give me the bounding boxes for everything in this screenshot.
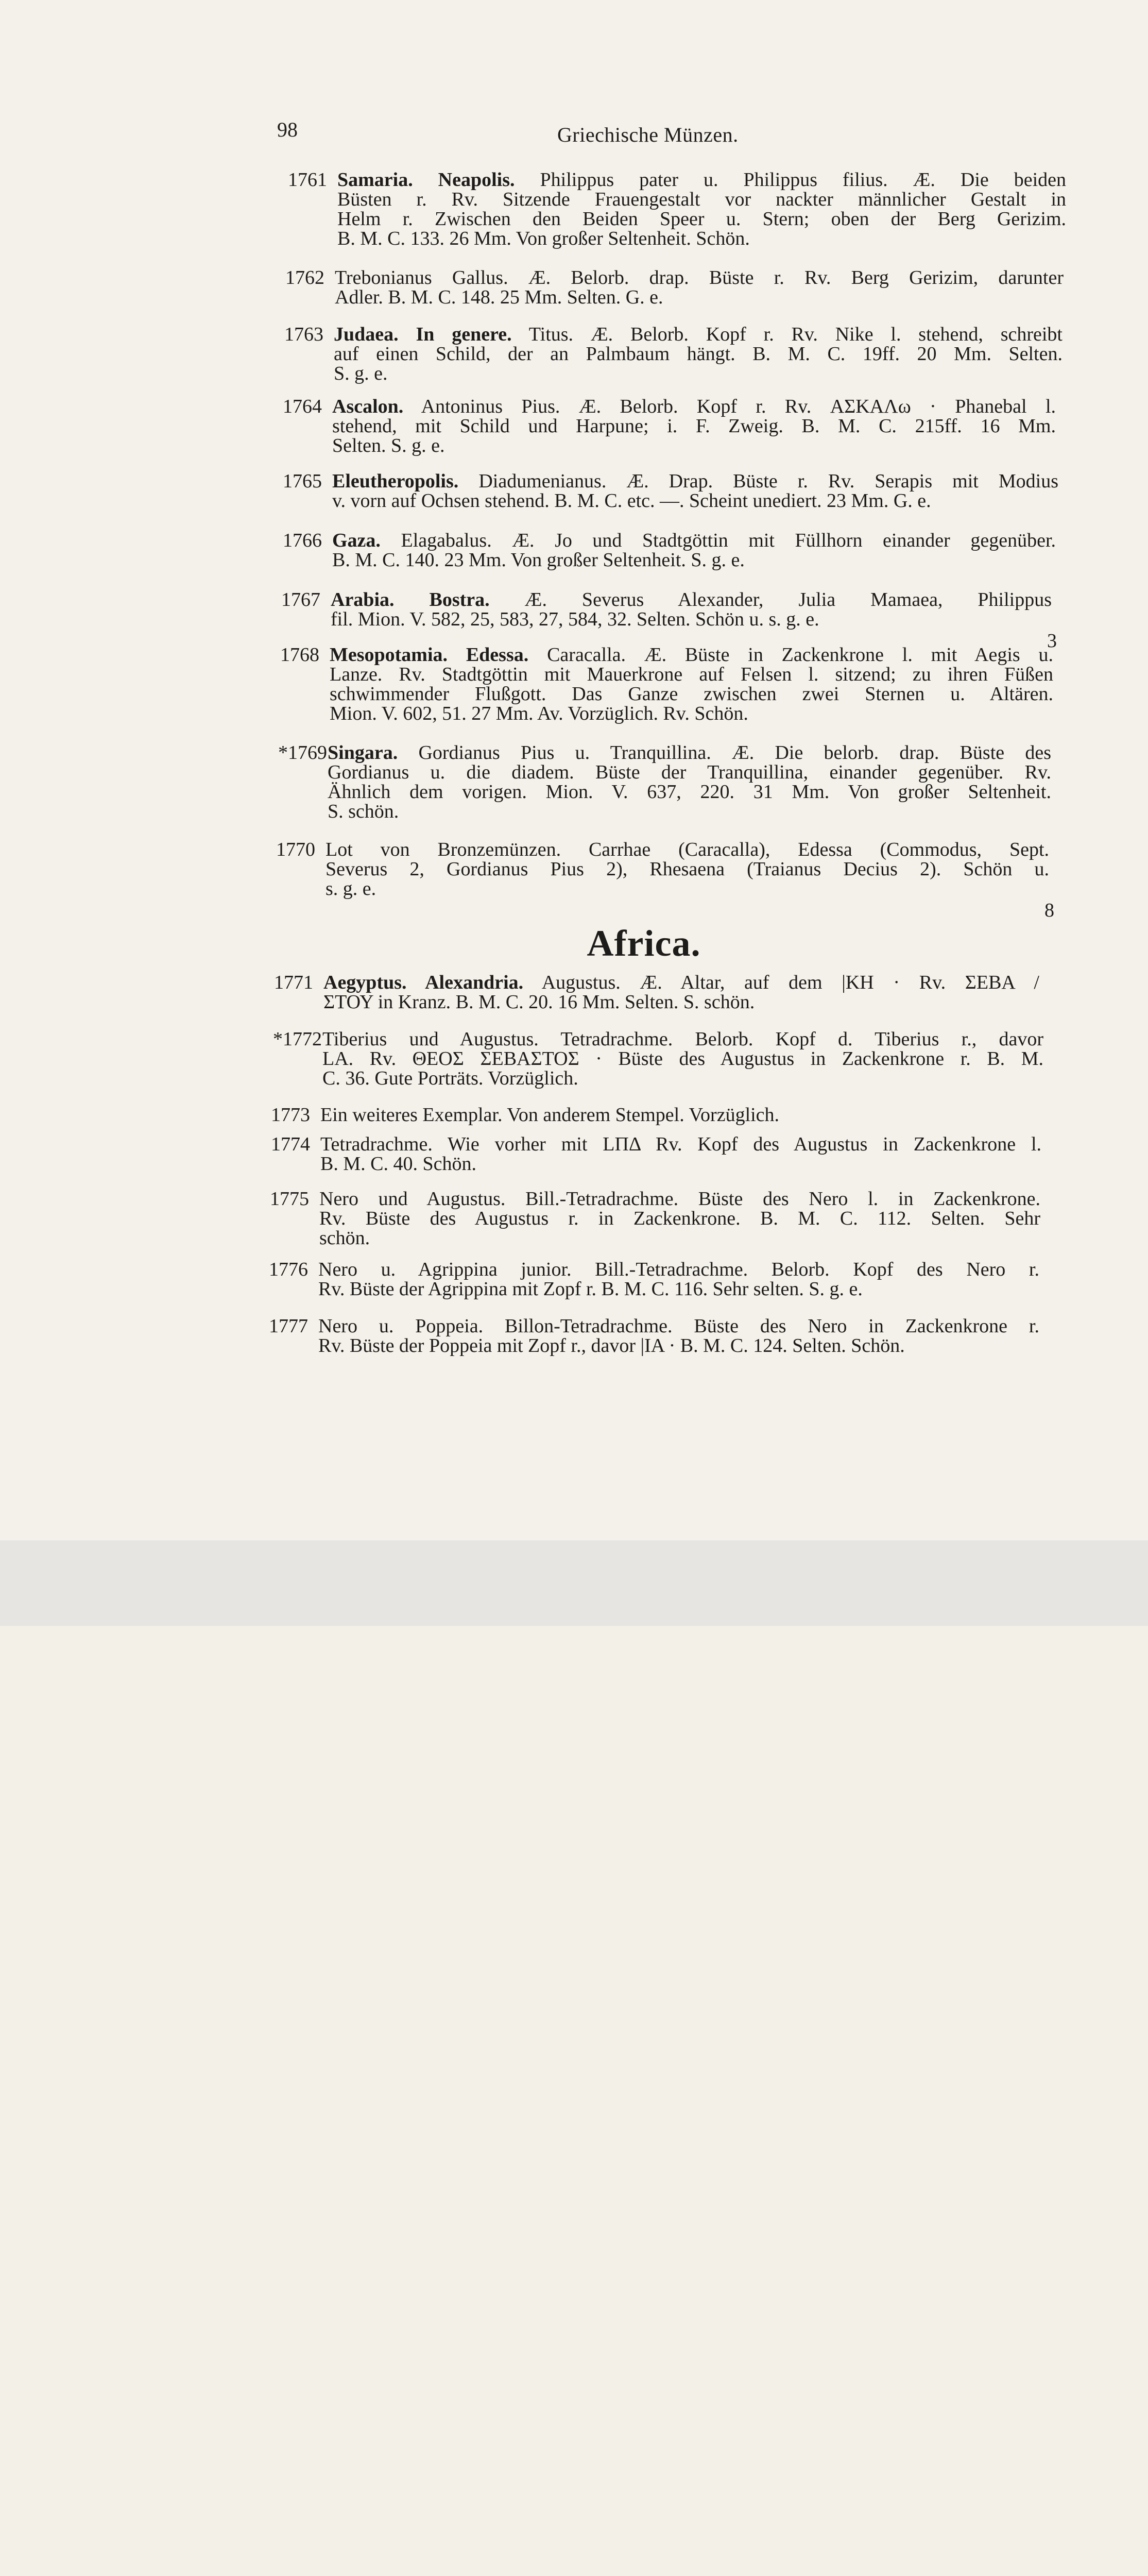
catalogue-entry (270, 1188, 1040, 1249)
entry-line (328, 802, 1051, 821)
entry-text: LA. Rv. ΘΕΟΣ ΣΕΒΑΣΤΟΣ · Büste des Augustus in Zackenkrone r. B. M. (322, 1048, 1043, 1070)
entry-line (332, 471, 1058, 491)
entry-number: 1775 (270, 1188, 309, 1210)
entry-text: S. g. e. (334, 363, 388, 384)
entry-line (328, 743, 1051, 762)
entry-heading: Samaria. Neapolis. (337, 169, 515, 191)
entry-line (328, 782, 1051, 802)
entry-text: Lanze. Rv. Stadtgöttin mit Mauerkrone auf Felsen l. sitzend; zu ihren Füßen (330, 664, 1053, 685)
entry-number: 1774 (271, 1133, 310, 1155)
catalogue-entry (285, 267, 1064, 308)
entry-number: 1765 (283, 470, 322, 492)
entry-text: Tetradrachme. Wie vorher mit LΠΔ Rv. Kopf des Augustus in Zackenkrone l. (320, 1133, 1041, 1155)
catalogue-entry (283, 530, 1056, 571)
entry-number: 1766 (283, 530, 322, 551)
entry-text: ΣΤΟΥ in Kranz. B. M. C. 20. 16 Mm. Selten. S. schön. (323, 991, 755, 1013)
entry-text: Caracalla. Æ. Büste in Zackenkrone l. mit Aegis u. (547, 644, 1054, 666)
catalogue-entry (269, 1259, 1039, 1300)
entry-text: Büsten r. Rv. Sitzende Frauengestalt vor nackter männlicher Gestalt in (337, 189, 1066, 210)
entry-text: B. M. C. 133. 26 Mm. Von großer Seltenheit. Schön. (337, 228, 750, 249)
entry-line (337, 209, 1066, 229)
entry-line (320, 1154, 1041, 1174)
entry-line (318, 1336, 1039, 1355)
catalogue-entry (271, 1104, 1041, 1126)
entry-heading: Arabia. Bostra. (331, 589, 490, 611)
entry-heading: Singara. (328, 742, 398, 764)
entry-text: Nero und Augustus. Bill.-Tetradrachme. Büste des Nero l. in Zackenkrone. (319, 1188, 1040, 1210)
entry-line (330, 684, 1053, 704)
entry-line (318, 1316, 1039, 1336)
entry-text: Ähnlich dem vorigen. Mion. V. 637, 220. 31 Mm. Von großer Seltenheit. (328, 781, 1051, 803)
entry-heading: Judaea. In genere. (334, 324, 512, 345)
estimate-price: 8 (1044, 900, 1054, 921)
entry-number: 1771 (274, 972, 313, 993)
entry-text: stehend, mit Schild und Harpune; i. F. Zweig. B. M. C. 215ff. 16 Mm. (332, 415, 1056, 437)
entry-line (330, 665, 1053, 684)
entry-text: Severus 2, Gordianus Pius 2), Rhesaena (Traianus Decius 2). Schön u. (325, 858, 1049, 880)
catalogue-entry (271, 1133, 1041, 1175)
catalogue-entry (283, 396, 1056, 456)
entry-line (337, 190, 1066, 209)
entry-text: Philippus pater u. Philippus filius. Æ. Die beiden (540, 169, 1067, 191)
entry-text: Rv. Büste der Agrippina mit Zopf r. B. M. C. 116. Sehr selten. S. g. e. (318, 1278, 863, 1300)
entry-line (332, 397, 1056, 416)
entry-text: Antoninus Pius. Æ. Belorb. Kopf r. Rv. ΑΣΚΑΛω · Phanebal l. (421, 396, 1056, 417)
entry-line (325, 840, 1049, 859)
entry-line (331, 590, 1052, 609)
entry-line (325, 859, 1049, 879)
entry-line (322, 1069, 1043, 1088)
entry-number: 1776 (269, 1259, 308, 1280)
entry-text: S. schön. (328, 801, 399, 822)
entry-text: Tiberius und Augustus. Tetradrachme. Belorb. Kopf d. Tiberius r., davor (322, 1028, 1043, 1050)
catalogue-entry (284, 324, 1063, 384)
entry-number: 1770 (276, 839, 315, 860)
entry-text: Mion. V. 602, 51. 27 Mm. Av. Vorzüglich. Rv. Schön. (330, 703, 748, 724)
entry-text: Æ. Severus Alexander, Julia Mamaea, Philippus (524, 589, 1052, 611)
entry-line (332, 550, 1056, 570)
entry-text: Rv. Büste der Poppeia mit Zopf r., davor |IA · B. M. C. 124. Selten. Schön. (318, 1335, 905, 1357)
catalogue-entry (274, 972, 1039, 1013)
entry-heading: Gaza. (332, 530, 381, 551)
catalogue-entry (283, 470, 1059, 512)
entry-line (325, 879, 1049, 899)
entry-line (330, 645, 1053, 665)
entry-line (337, 170, 1066, 190)
entry-line (328, 762, 1051, 782)
entry-line (335, 268, 1064, 287)
entry-number: 1773 (271, 1104, 310, 1126)
entry-text: v. vorn auf Ochsen stehend. B. M. C. etc. —. Scheint unediert. 23 Mm. G. e. (332, 490, 931, 512)
catalogue-entry (276, 839, 1054, 921)
page-number: 98 (277, 118, 298, 141)
entry-number: 1767 (281, 589, 320, 611)
entry-text: Nero u. Poppeia. Billon-Tetradrachme. Büste des Nero in Zackenkrone r. (318, 1315, 1039, 1337)
entry-line (332, 416, 1056, 436)
entry-number: 1764 (283, 396, 322, 417)
entry-text: Elagabalus. Æ. Jo und Stadtgöttin mit Füllhorn einander gegenüber. (401, 530, 1056, 551)
entry-line (322, 1029, 1043, 1049)
entry-number: 1761 (288, 169, 327, 191)
entry-line (337, 229, 1066, 248)
entry-line (332, 531, 1056, 550)
catalogue-entry (288, 169, 1067, 249)
entry-line (335, 287, 1064, 307)
entry-text: Nero u. Agrippina junior. Bill.-Tetradrachme. Belorb. Kopf des Nero r. (318, 1259, 1039, 1280)
entry-line (322, 1049, 1043, 1069)
catalogue-entry (278, 742, 1052, 822)
entry-text: B. M. C. 40. Schön. (320, 1153, 476, 1175)
catalogue-entry (281, 589, 1057, 652)
entry-number: *1772 (273, 1028, 322, 1050)
entry-line (332, 491, 1058, 511)
entry-text: Selten. S. g. e. (332, 435, 445, 456)
entry-line (320, 1134, 1041, 1154)
entry-text: Ein weiteres Exemplar. Von anderem Stempel. Vorzüglich. (320, 1104, 780, 1126)
entry-line (319, 1209, 1040, 1228)
entry-number: *1769 (278, 742, 327, 764)
entry-text: Gordianus u. die diadem. Büste der Tranquillina, einander gegenüber. Rv. (328, 761, 1051, 783)
catalogue-entry (280, 644, 1054, 724)
estimate-price: 3 (1047, 630, 1057, 652)
entry-number: 1768 (280, 644, 319, 666)
catalogue-entry (273, 1028, 1043, 1089)
entry-text: Augustus. Æ. Altar, auf dem |KH · Rv. ΣΕΒΑ / (541, 972, 1039, 993)
entry-line (334, 364, 1063, 383)
section-heading: Africa. (587, 923, 701, 964)
entry-line (332, 436, 1056, 455)
entry-line (334, 344, 1063, 364)
catalogue-entry (269, 1315, 1039, 1357)
entry-number: 1777 (269, 1315, 308, 1337)
entry-line (320, 1105, 1041, 1125)
entry-text: Trebonianus Gallus. Æ. Belorb. drap. Büste r. Rv. Berg Gerizim, darunter (335, 267, 1064, 289)
entry-line (334, 325, 1063, 344)
entry-heading: Aegyptus. Alexandria. (323, 972, 524, 993)
entry-text: Titus. Æ. Belorb. Kopf r. Rv. Nike l. stehend, schreibt (528, 324, 1063, 345)
entry-text: C. 36. Gute Porträts. Vorzüglich. (322, 1067, 578, 1089)
entry-line (319, 1228, 1040, 1248)
entry-line (331, 609, 1052, 629)
entry-heading: Ascalon. (332, 396, 404, 417)
entry-text: fil. Mion. V. 582, 25, 583, 27, 584, 32. Selten. Schön u. s. g. e. (331, 608, 819, 630)
entry-text: Lot von Bronzemünzen. Carrhae (Caracalla), Edessa (Commodus, Sept. (325, 839, 1049, 860)
entry-text: Adler. B. M. C. 148. 25 Mm. Selten. G. e. (335, 286, 663, 308)
entry-text: Gordianus Pius u. Tranquillina. Æ. Die belorb. drap. Büste des (418, 742, 1052, 764)
entry-text: schwimmender Flußgott. Das Ganze zwischen zwei Sternen u. Altären. (330, 683, 1053, 705)
entry-text: Diadumenianus. Æ. Drap. Büste r. Rv. Serapis mit Modius (478, 470, 1059, 492)
entry-text: s. g. e. (325, 878, 376, 900)
entry-text: Helm r. Zwischen den Beiden Speer u. Stern; oben der Berg Gerizim. (337, 208, 1066, 230)
entry-text: schön. (319, 1227, 370, 1249)
entry-number: 1762 (285, 267, 324, 289)
entry-line (318, 1260, 1039, 1279)
entry-number: 1763 (284, 324, 323, 345)
running-head: Griechische Münzen. (557, 123, 739, 146)
entry-line (318, 1279, 1039, 1299)
entry-text: Rv. Büste des Augustus r. in Zackenkrone. B. M. C. 112. Selten. Sehr (319, 1208, 1040, 1229)
entry-line (323, 992, 1039, 1012)
entry-heading: Mesopotamia. Edessa. (330, 644, 529, 666)
entry-text: auf einen Schild, der an Palmbaum hängt. B. M. C. 19ff. 20 Mm. Selten. (334, 343, 1063, 365)
viewer-footer (0, 1540, 1148, 1626)
entry-heading: Eleutheropolis. (332, 470, 459, 492)
entry-line (323, 973, 1039, 992)
entry-text: B. M. C. 140. 23 Mm. Von großer Seltenheit. S. g. e. (332, 549, 745, 571)
entry-line (330, 704, 1053, 723)
entry-line (319, 1189, 1040, 1209)
